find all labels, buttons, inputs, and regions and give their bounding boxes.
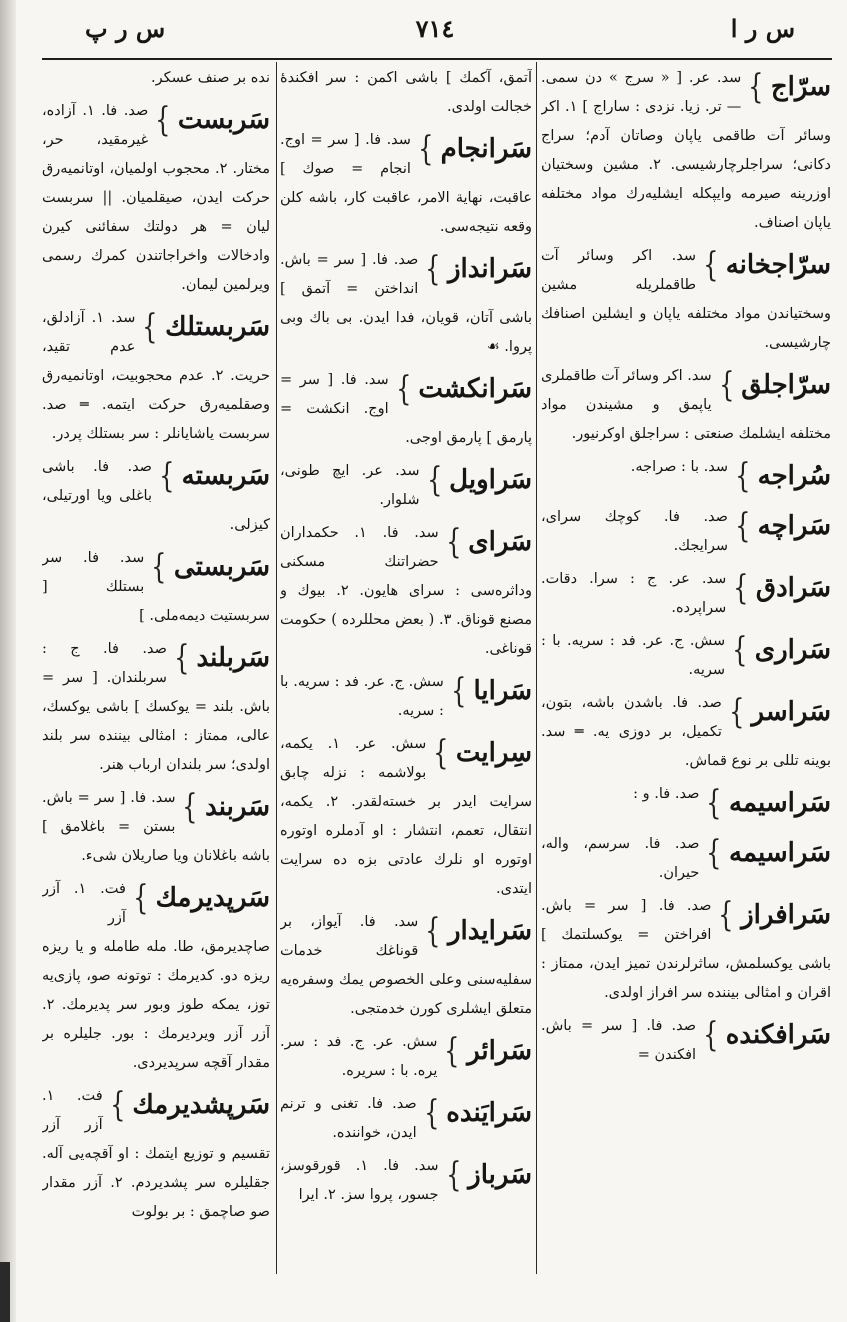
headword: سَراسیمه: [729, 838, 831, 868]
dictionary-entry: [541, 830, 831, 888]
dictionary-entry: [541, 892, 831, 1008]
entry-definition: سد. اکر وسائر آت طاقملری یاپمق و مشیندن مواد مختلفه ایشلمك صنعتی : سراجلق اوکرنیور.: [541, 368, 831, 442]
headword: سَرانکشت: [418, 374, 532, 404]
headword: سَربستلك: [165, 312, 270, 342]
entry-definition: صد. فا. و :: [633, 786, 700, 802]
entry-definition: سد. عر. ج : سرا. دقات. سراپرده.: [541, 571, 727, 616]
dictionary-entry: [541, 503, 831, 561]
headword: سَراسر: [751, 697, 831, 727]
entry-definition: صد. فا. سرسم، واله، حیران.: [541, 836, 700, 881]
dictionary-entry: [541, 627, 831, 685]
brace-glyph: }: [133, 878, 149, 918]
continued-text: نده بر صنف عسکر.: [150, 70, 270, 86]
headword: سَراویل: [449, 465, 532, 495]
dictionary-entry: [280, 1028, 532, 1086]
dictionary-entry: [541, 1012, 831, 1070]
entry-definition: سد. فا. سر بستلك [ سربستیت دیمه‌ملی. ]: [42, 550, 270, 624]
entry-definition: صد. فا. ج : سربلندان. [ سر = باش. بلند = یوکسك ] باشی یوکسك، عالی، ممتاز : امثالی بیننده سر بلند اولدی؛ سر بلندان ارباب هنر.: [42, 641, 270, 773]
headword: سَراى: [468, 527, 532, 557]
brace-glyph: }: [733, 568, 749, 608]
dictionary-entry: [541, 689, 831, 776]
entry-definition: صد. فا. تغنی و ترنم ایدن، خواننده.: [280, 1096, 417, 1141]
brace-glyph: }: [433, 733, 449, 773]
brace-glyph: }: [182, 787, 198, 827]
entry-definition: سش. عر. ١. یکمه، بولاشمه : نزله چابق سرایت ایدر بر خسته‌لقدر. ٢. یکمه، انتقال، تعمم، انتشار : او آدملره اوتوره اوتوره او نلرك عادتی بزه ده سرایت ایتدی.: [280, 736, 532, 897]
header-left-guide: س ر پ: [85, 14, 166, 43]
brace-glyph: }: [425, 249, 441, 289]
dictionary-entry: [541, 242, 831, 358]
brace-glyph: }: [718, 895, 734, 935]
headword: سَرپشدیرمك: [132, 1090, 270, 1120]
dictionary-entry: [42, 97, 270, 300]
page-binding-edge: [0, 0, 16, 1322]
brace-glyph: }: [732, 630, 748, 670]
brace-glyph: }: [155, 100, 171, 140]
brace-glyph: }: [418, 129, 434, 169]
brace-glyph: }: [142, 307, 158, 347]
headword: سَربسته: [181, 461, 270, 491]
headword: سَربند: [205, 792, 270, 822]
entry-definition: سد. اکر وسائر آت طاقملریله مشین وسختیاندن مواد مختلفه یاپان و ایشلین اصنافك چارشیسی.: [541, 248, 831, 351]
entry-definition: صد. فا. [ سر = باش. افکندن =: [541, 1018, 697, 1063]
dictionary-entry: [541, 453, 831, 499]
brace-glyph: }: [426, 460, 442, 500]
brace-glyph: }: [445, 1155, 461, 1195]
dictionary-entry: [42, 875, 270, 1078]
header-rule: [42, 58, 832, 60]
headword: سَرباز: [468, 1160, 532, 1190]
dictionary-entry: [541, 362, 831, 449]
dictionary-entry: [280, 668, 532, 726]
entry-definition: سد. فا. [ سر = اوج. انکشت = پارمق ] پارمق اوجی.: [280, 372, 532, 446]
dictionary-entry: [541, 780, 831, 826]
brace-glyph: }: [451, 671, 467, 711]
brace-glyph: }: [706, 833, 722, 873]
dictionary-entry: [541, 64, 831, 238]
dictionary-entry: [42, 784, 270, 871]
entry-definition: سش. عر. ج. فد : سر. یره. با : سریره.: [280, 1034, 438, 1079]
entry-definition: سد. فا. [ سر = باش. بستن = باغلامق ] باشه باغلانان ویا صاریلان شیء.: [42, 790, 270, 864]
headword: سَراسیمه: [729, 788, 831, 818]
entry-definition: سش. ج. عر. فد : سریه. با : سریه.: [541, 633, 726, 678]
headword: سَربست: [177, 105, 270, 135]
headword: سَرائر: [467, 1036, 532, 1066]
column-middle: [280, 64, 532, 1274]
brace-glyph: }: [706, 783, 722, 823]
headword: سَربلند: [196, 643, 270, 673]
headword: سَرافکنده: [725, 1020, 831, 1050]
dictionary-entry: [42, 544, 270, 631]
entry-definition: فت. ١. آزر آزر صاچدیرمق، طا. مله طامله و یا ریزه ریزه دو. کدیرمك : توتونه صو، پازی‌یه توز، یمکه طوز وبور سر پدیرمك. ٢. آزر آزر ویردیرمك : بور. جلیلره بر مقدار آقچه سرپدیردی.: [42, 881, 270, 1071]
dictionary-entry: [42, 453, 270, 540]
page-number: ٧١٤: [415, 14, 455, 43]
entry-definition: سد. عر. [ « سرج » دن سمی. — تر. زیا. نزدی : ساراج ] ١. اکر وسائر آت طاقمی یاپان وصاتان آدم؛ سراج دکانی؛ سراجلرچارشیسی. ٢. مشین وسختیان اوزرینه صیرمه وایپکله ایشلیه‌رك مواد مختلفه یاپان اصناف.: [541, 70, 831, 231]
brace-glyph: }: [703, 1015, 719, 1055]
headword: سرّاجخانه: [725, 250, 831, 280]
brace-glyph: }: [748, 67, 764, 107]
dictionary-entry: [42, 635, 270, 780]
dictionary-entry: [280, 730, 532, 904]
dictionary-entry: [280, 246, 532, 362]
brace-glyph: }: [445, 522, 462, 562]
dictionary-entry: [280, 1090, 532, 1148]
headword: سَرانجام: [440, 134, 532, 164]
column-divider: [536, 62, 537, 1274]
headword: سَربستی: [173, 552, 270, 582]
headword: سَرپدیرمك: [155, 883, 270, 913]
headword: سَرادق: [755, 573, 831, 603]
dictionary-entry: [42, 1082, 270, 1227]
column-right: [541, 64, 831, 1274]
dictionary-entry: [541, 565, 831, 623]
entry-definition: صد. فا. باشی باغلی ویا اورتیلی، کیزلی.: [42, 459, 270, 533]
headword: سرّاج: [770, 72, 831, 102]
page-header: [40, 14, 830, 50]
brace-glyph: }: [729, 692, 745, 732]
brace-glyph: }: [151, 547, 167, 587]
brace-glyph: }: [174, 638, 190, 678]
brace-glyph: }: [159, 456, 175, 496]
headword: سَراچه: [757, 511, 831, 541]
headword: سِرایت: [455, 738, 532, 768]
entry-definition: سد. فا. ١. قورقوسز، جسور، پروا سز. ٢. ایرا: [280, 1158, 439, 1203]
brace-glyph: }: [703, 245, 719, 285]
headword: سَرایَنده: [446, 1098, 532, 1128]
dictionary-entry: [280, 1152, 532, 1210]
entry-definition: فت. ١. آزر آزر تقسیم و توزیع ایتمك : او آقچه‌یی آله. جقلیلره سر پشدیردم. ٢. آزر مقدار صو صاچمق : بر بولوت: [42, 1088, 270, 1220]
entry-definition: سد. فا. [ سر = اوج. انجام = صوك ] عاقبت، نهایة الامر، عاقبت کار، باشه کلن وقعه نتیجه‌سی.: [280, 132, 532, 235]
dictionary-entry: [42, 304, 270, 449]
entry-definition: سش. ج. عر. فد : سریه. با : سریه.: [280, 674, 444, 719]
headword: سَرایدار: [447, 916, 532, 946]
entry-definition: صد. فا. [ سر = باش. انداختن = آتمق ] باشی آتان، قویان، فدا ایدن. بی باك وبی پروا. ☙: [280, 252, 532, 355]
column-divider: [276, 62, 277, 1274]
dictionary-entry: [280, 366, 532, 453]
entry-definition: سد. فا. آیواز، بر قوناغك خدمات سفلیه‌سنی وعلی الخصوص یمك وسفره‌یه متعلق ایشلری کورن خدمتجی.: [280, 914, 532, 1017]
dictionary-entry: [280, 457, 532, 515]
brace-glyph: }: [423, 1093, 440, 1133]
brace-glyph: }: [718, 365, 735, 405]
headword: سرّاجلق: [741, 370, 831, 400]
brace-glyph: }: [425, 911, 441, 951]
brace-glyph: }: [109, 1085, 126, 1125]
headword: سَرانداز: [447, 254, 532, 284]
entry-definition: سد. عر. ایچ طونی، شلوار.: [280, 463, 420, 508]
spine-mark: [0, 1262, 10, 1322]
entry-definition: صد. فا. ١. آزاده، غیرمقید، حر، مختار. ٢. محجوب اولمیان، اوتانمیه‌رق حرکت ایدن، صیقلمیان. || سربست لیان = هر دولتك سفائنی کیرن وادخالات واخراجاتندن کمرك رسمی ویرلمین لیمان.: [42, 103, 270, 293]
entry-definition: سد. ١. آزادلق، عدم تقید، حریت. ٢. عدم محجوبیت، اوتانمیه‌رق وصقلمیه‌رق حرکت ایتمه. ═ صد. سربست یاشایانلر : سر بستلك پردر.: [42, 310, 270, 442]
column-left: [42, 64, 270, 1274]
entry-definition: صد. فا. [ سر = باش. افراختن = یوکسلتمك ] باشی یوکسلمش، ساثرلرندن تمیز ایدن، ممتاز : اقران و امثالی بیننده سر افراز اولدی.: [541, 898, 831, 1001]
headword: سَرارى: [754, 635, 831, 665]
dictionary-entry: [280, 519, 532, 664]
entry-definition: صد. فا. کوچك سرای، سرایجك.: [541, 509, 728, 554]
entry-definition: صد. فا. باشدن باشه، بتون، تکمیل، بر دوزی یه. ═ سد. بوینه تللی بر نوع قماش.: [541, 695, 831, 769]
dictionary-entry: [280, 908, 532, 1024]
dictionary-entry: [280, 126, 532, 242]
brace-glyph: }: [395, 369, 412, 409]
header-right-guide: س ر ا: [730, 14, 795, 43]
headword: سَرایا: [473, 676, 532, 706]
brace-glyph: }: [735, 506, 751, 546]
headword: سُراجه: [757, 461, 831, 491]
headword: سَرافراز: [741, 900, 831, 930]
brace-glyph: }: [444, 1031, 460, 1071]
brace-glyph: }: [735, 456, 751, 496]
continued-text: آتمق، آکمك ] باشی اکمن : سر افکندهٔ خجالت اولدی.: [280, 70, 532, 115]
entry-definition: سد. با : صراجه.: [630, 459, 728, 475]
entry-definition: سد. فا. ١. حکمداران حضراتنك مسکنی وداثره‌سی : سرای هایون. ٢. بیوك و مصنع قوناق. ٣. ( بعض محللرده ) حکومت قوناغی.: [280, 525, 532, 657]
